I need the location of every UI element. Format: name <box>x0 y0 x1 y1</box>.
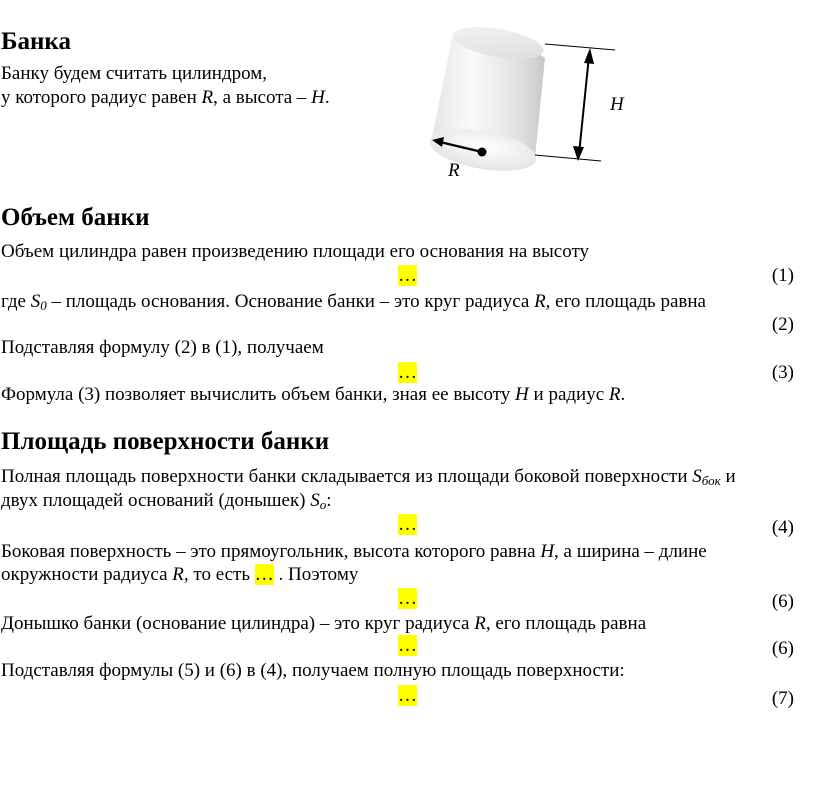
formula-placeholder-7: … <box>398 685 417 706</box>
formula-placeholder-6: … <box>398 635 417 656</box>
cylinder-shape <box>427 21 546 178</box>
surface-paragraph-2-line-2: окружности радиуса R, то есть … . Поэтому <box>1 564 359 585</box>
formula-placeholder-1: … <box>398 265 417 286</box>
formula-placeholder-4: … <box>398 514 417 535</box>
equation-number-2: (2) <box>771 314 794 335</box>
height-arrow <box>535 44 615 161</box>
volume-paragraph-3: Подставляя формулу (2) в (1), получаем <box>1 337 324 358</box>
volume-paragraph-1: Объем цилиндра равен произведению площади его основания на высоту <box>1 241 590 262</box>
equation-number-6: (6) <box>771 638 794 659</box>
surface-paragraph-4: Подставляя формулы (5) и (6) в (4), получаем полную площадь поверхности: <box>1 660 625 681</box>
section-title-surface: Площадь поверхности банки <box>1 428 330 455</box>
equation-number-1: (1) <box>771 265 794 286</box>
cylinder-diagram <box>420 18 630 183</box>
equation-number-4: (4) <box>771 517 794 538</box>
formula-placeholder-3: … <box>398 362 417 383</box>
radius-label: R <box>448 160 460 181</box>
inline-formula-placeholder: … <box>254 564 274 585</box>
volume-paragraph-4: Формула (3) позволяет вычислить объем банки, зная ее высоту H и радиус R. <box>1 384 626 405</box>
section-title-volume: Объем банки <box>1 204 150 231</box>
surface-paragraph-1-line-2: двух площадей оснований (донышек) $S_о$: <box>1 490 332 512</box>
surface-paragraph-3: Донышко банки (основание цилиндра) – это круг радиуса R, его площадь равна <box>1 613 647 634</box>
section-title-can: Банка <box>1 28 71 55</box>
volume-paragraph-2: где $S_0$ – площадь основания. Основание банки – это круг радиуса R, его площадь равна <box>1 291 706 313</box>
height-label: H <box>610 94 624 115</box>
equation-number-3: (3) <box>771 362 794 383</box>
intro-line-1: Банку будем считать цилиндром, <box>1 63 268 84</box>
intro-line-2: у которого радиус равен R, а высота – H. <box>1 87 330 108</box>
formula-placeholder-5: … <box>398 588 417 609</box>
equation-number-5: (6) <box>771 591 794 612</box>
surface-paragraph-2-line-1: Боковая поверхность – это прямоугольник, высота которого равна H, а ширина – длине <box>1 541 707 562</box>
equation-number-7: (7) <box>771 688 794 709</box>
surface-paragraph-1-line-1: Полная площадь поверхности банки складывается из площади боковой поверхности $S_{бок}$ и <box>1 466 736 488</box>
